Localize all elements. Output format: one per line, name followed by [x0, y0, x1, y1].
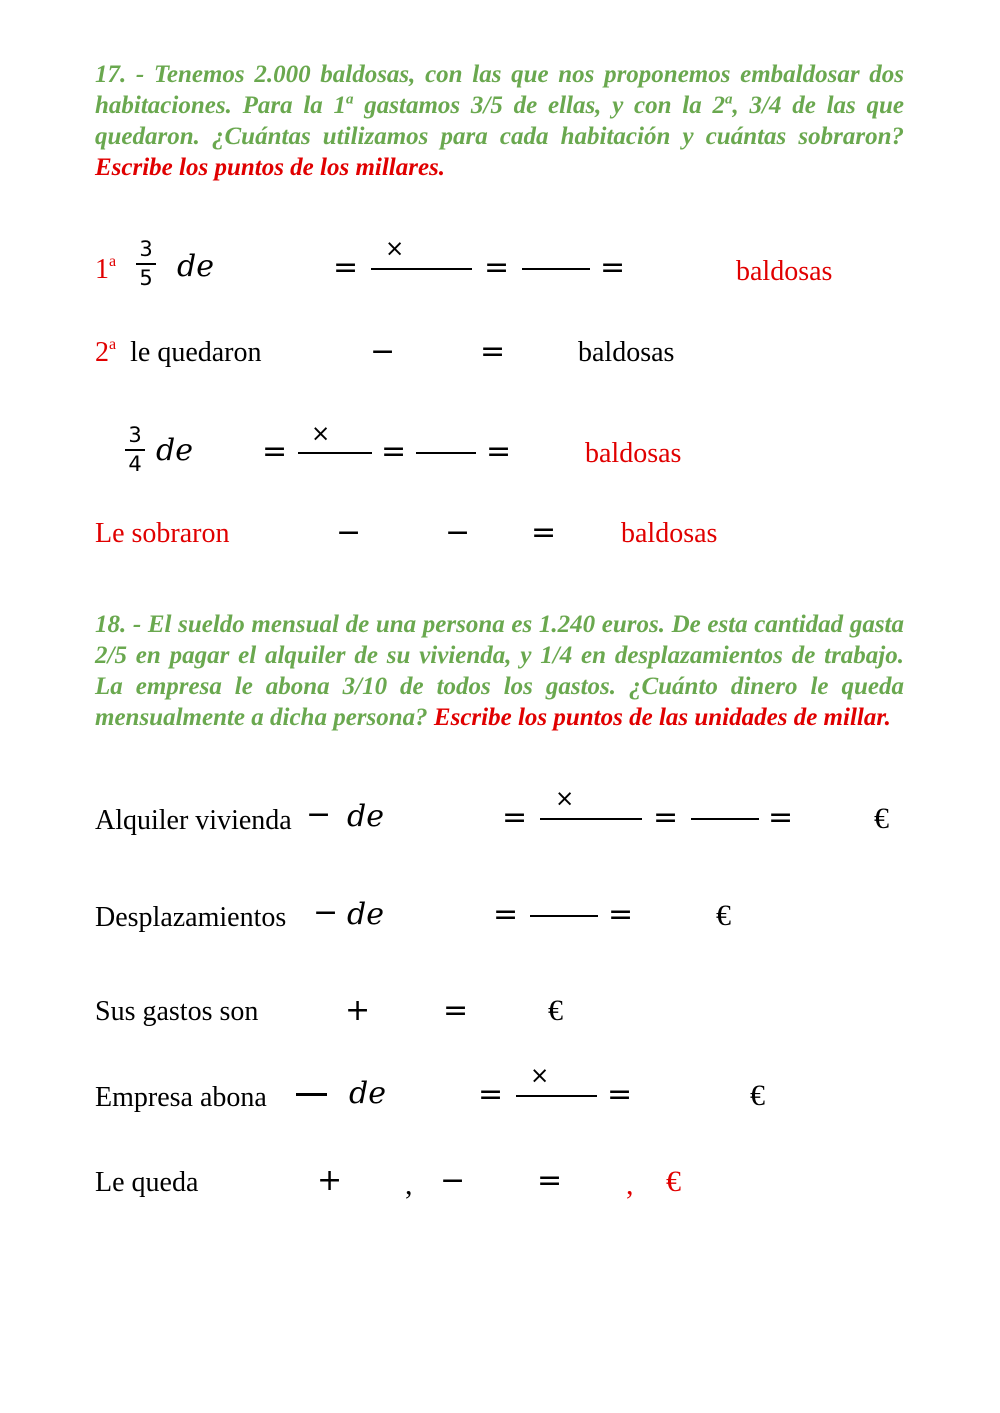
fraction-bar — [296, 1093, 327, 1096]
problem-17-text-1: 17. - Tenemos 2.000 baldosas, con las que nos proponemos embaldosar dos habitaciones. Para la 1 — [95, 61, 904, 119]
expenses-label: Sus gastos son — [95, 996, 259, 1027]
fraction-denominator: 5 — [139, 266, 153, 290]
problem-18-text: 18. - El sueldo mensual de una persona es 1.240 euros. De esta cantidad gasta 2/5 en pagar el alquiler de su vivienda, y 1/4 en desplazamientos de trabajo. La empresa le abona 3/10 de todos los gastos. ¿Cuánto dinero le queda mensualmente a dicha persona? — [95, 611, 904, 731]
unit-baldosas: baldosas — [578, 337, 675, 368]
equals-sign: = — [537, 1163, 563, 1198]
times-sign: × — [530, 1063, 550, 1089]
equals-sign: = — [480, 334, 506, 369]
equals-sign: = — [484, 250, 510, 285]
room-2-number: 2 — [95, 337, 109, 368]
rent-label: Alquiler vivienda — [95, 805, 292, 836]
fraction-bar — [691, 818, 759, 820]
ordinal-superscript: a — [346, 91, 354, 108]
company-pays-label — [95, 1084, 267, 1112]
equals-sign: = — [493, 897, 519, 932]
fraction-bar — [516, 1095, 597, 1097]
fraction-3-4 — [124, 425, 146, 475]
minus-sign: − — [336, 515, 362, 550]
equals-sign: = — [486, 434, 512, 469]
problem-17-statement — [95, 59, 904, 183]
unit-baldosas: baldosas — [585, 438, 682, 469]
room-2-text: le quedaron — [130, 337, 262, 368]
ordinal-superscript: a — [725, 91, 733, 108]
equals-sign: = — [531, 515, 557, 550]
de-symbol: de — [347, 799, 384, 834]
equals-sign: = — [262, 434, 288, 469]
fraction-numerator: 3 — [128, 423, 142, 447]
fraction-bar — [298, 452, 372, 454]
travel-label: Desplazamientos — [95, 902, 287, 933]
dash-sign: − — [306, 797, 332, 832]
equals-sign: = — [608, 897, 634, 932]
room-1-label — [95, 253, 117, 285]
equals-sign: = — [653, 800, 679, 835]
de-symbol: de — [177, 249, 214, 284]
room-2-label — [95, 336, 262, 368]
problem-18-instruction: Escribe los puntos de las unidades de millar. — [433, 704, 891, 731]
minus-sign: − — [440, 1163, 466, 1198]
unit-baldosas: baldosas — [736, 256, 833, 287]
fraction-bar — [125, 449, 145, 451]
equals-sign: = — [768, 800, 794, 835]
equals-sign: = — [478, 1077, 504, 1112]
euro-symbol: € — [750, 1079, 765, 1112]
problem-18-statement — [95, 609, 904, 733]
room-1-number: 1 — [95, 254, 109, 285]
company-pays-text: Empresa abona — [95, 1082, 267, 1113]
euro-symbol: € — [548, 994, 563, 1027]
plus-sign: + — [317, 1163, 343, 1198]
minus-sign: − — [370, 334, 396, 369]
de-symbol: de — [347, 897, 384, 932]
room-2-ordinal: a — [109, 336, 117, 353]
fraction-bar — [522, 268, 590, 270]
equals-sign: = — [381, 434, 407, 469]
fraction-3-5 — [135, 239, 157, 289]
plus-sign: + — [345, 993, 371, 1028]
equals-sign: = — [443, 993, 469, 1028]
dash-sign: − — [313, 895, 339, 930]
fraction-bar — [540, 818, 642, 820]
decimal-comma: , — [626, 1168, 634, 1201]
euro-symbol: € — [666, 1165, 681, 1198]
equals-sign: = — [607, 1077, 633, 1112]
leftover-label: Le sobraron — [95, 518, 230, 549]
fraction-bar — [530, 915, 598, 917]
fraction-bar — [416, 452, 476, 454]
equals-sign: = — [502, 800, 528, 835]
problem-17-text-2: gastamos 3/5 de ellas, y con la 2 — [353, 92, 726, 119]
times-sign: × — [311, 421, 331, 447]
equals-sign: = — [333, 250, 359, 285]
fraction-denominator: 4 — [128, 452, 142, 476]
fraction-numerator: 3 — [139, 237, 153, 261]
euro-symbol: € — [716, 899, 731, 932]
fraction-bar — [371, 268, 472, 270]
problem-17-text-3: , 3/4 de las que quedaron. ¿Cuántas utilizamos para cada habitación y cuántas sobraron? — [95, 92, 905, 150]
minus-sign: − — [445, 515, 471, 550]
unit-baldosas: baldosas — [621, 518, 718, 549]
de-symbol: de — [349, 1076, 386, 1111]
problem-17-instruction: Escribe los puntos de los millares. — [95, 154, 446, 181]
times-sign: × — [555, 786, 575, 812]
decimal-comma: , — [405, 1168, 413, 1201]
fraction-bar — [136, 263, 156, 265]
equals-sign: = — [600, 250, 626, 285]
remaining-label: Le queda — [95, 1167, 199, 1198]
de-symbol: de — [156, 433, 193, 468]
room-1-ordinal: a — [109, 253, 117, 270]
euro-symbol: € — [874, 802, 889, 835]
times-sign: × — [385, 236, 405, 262]
